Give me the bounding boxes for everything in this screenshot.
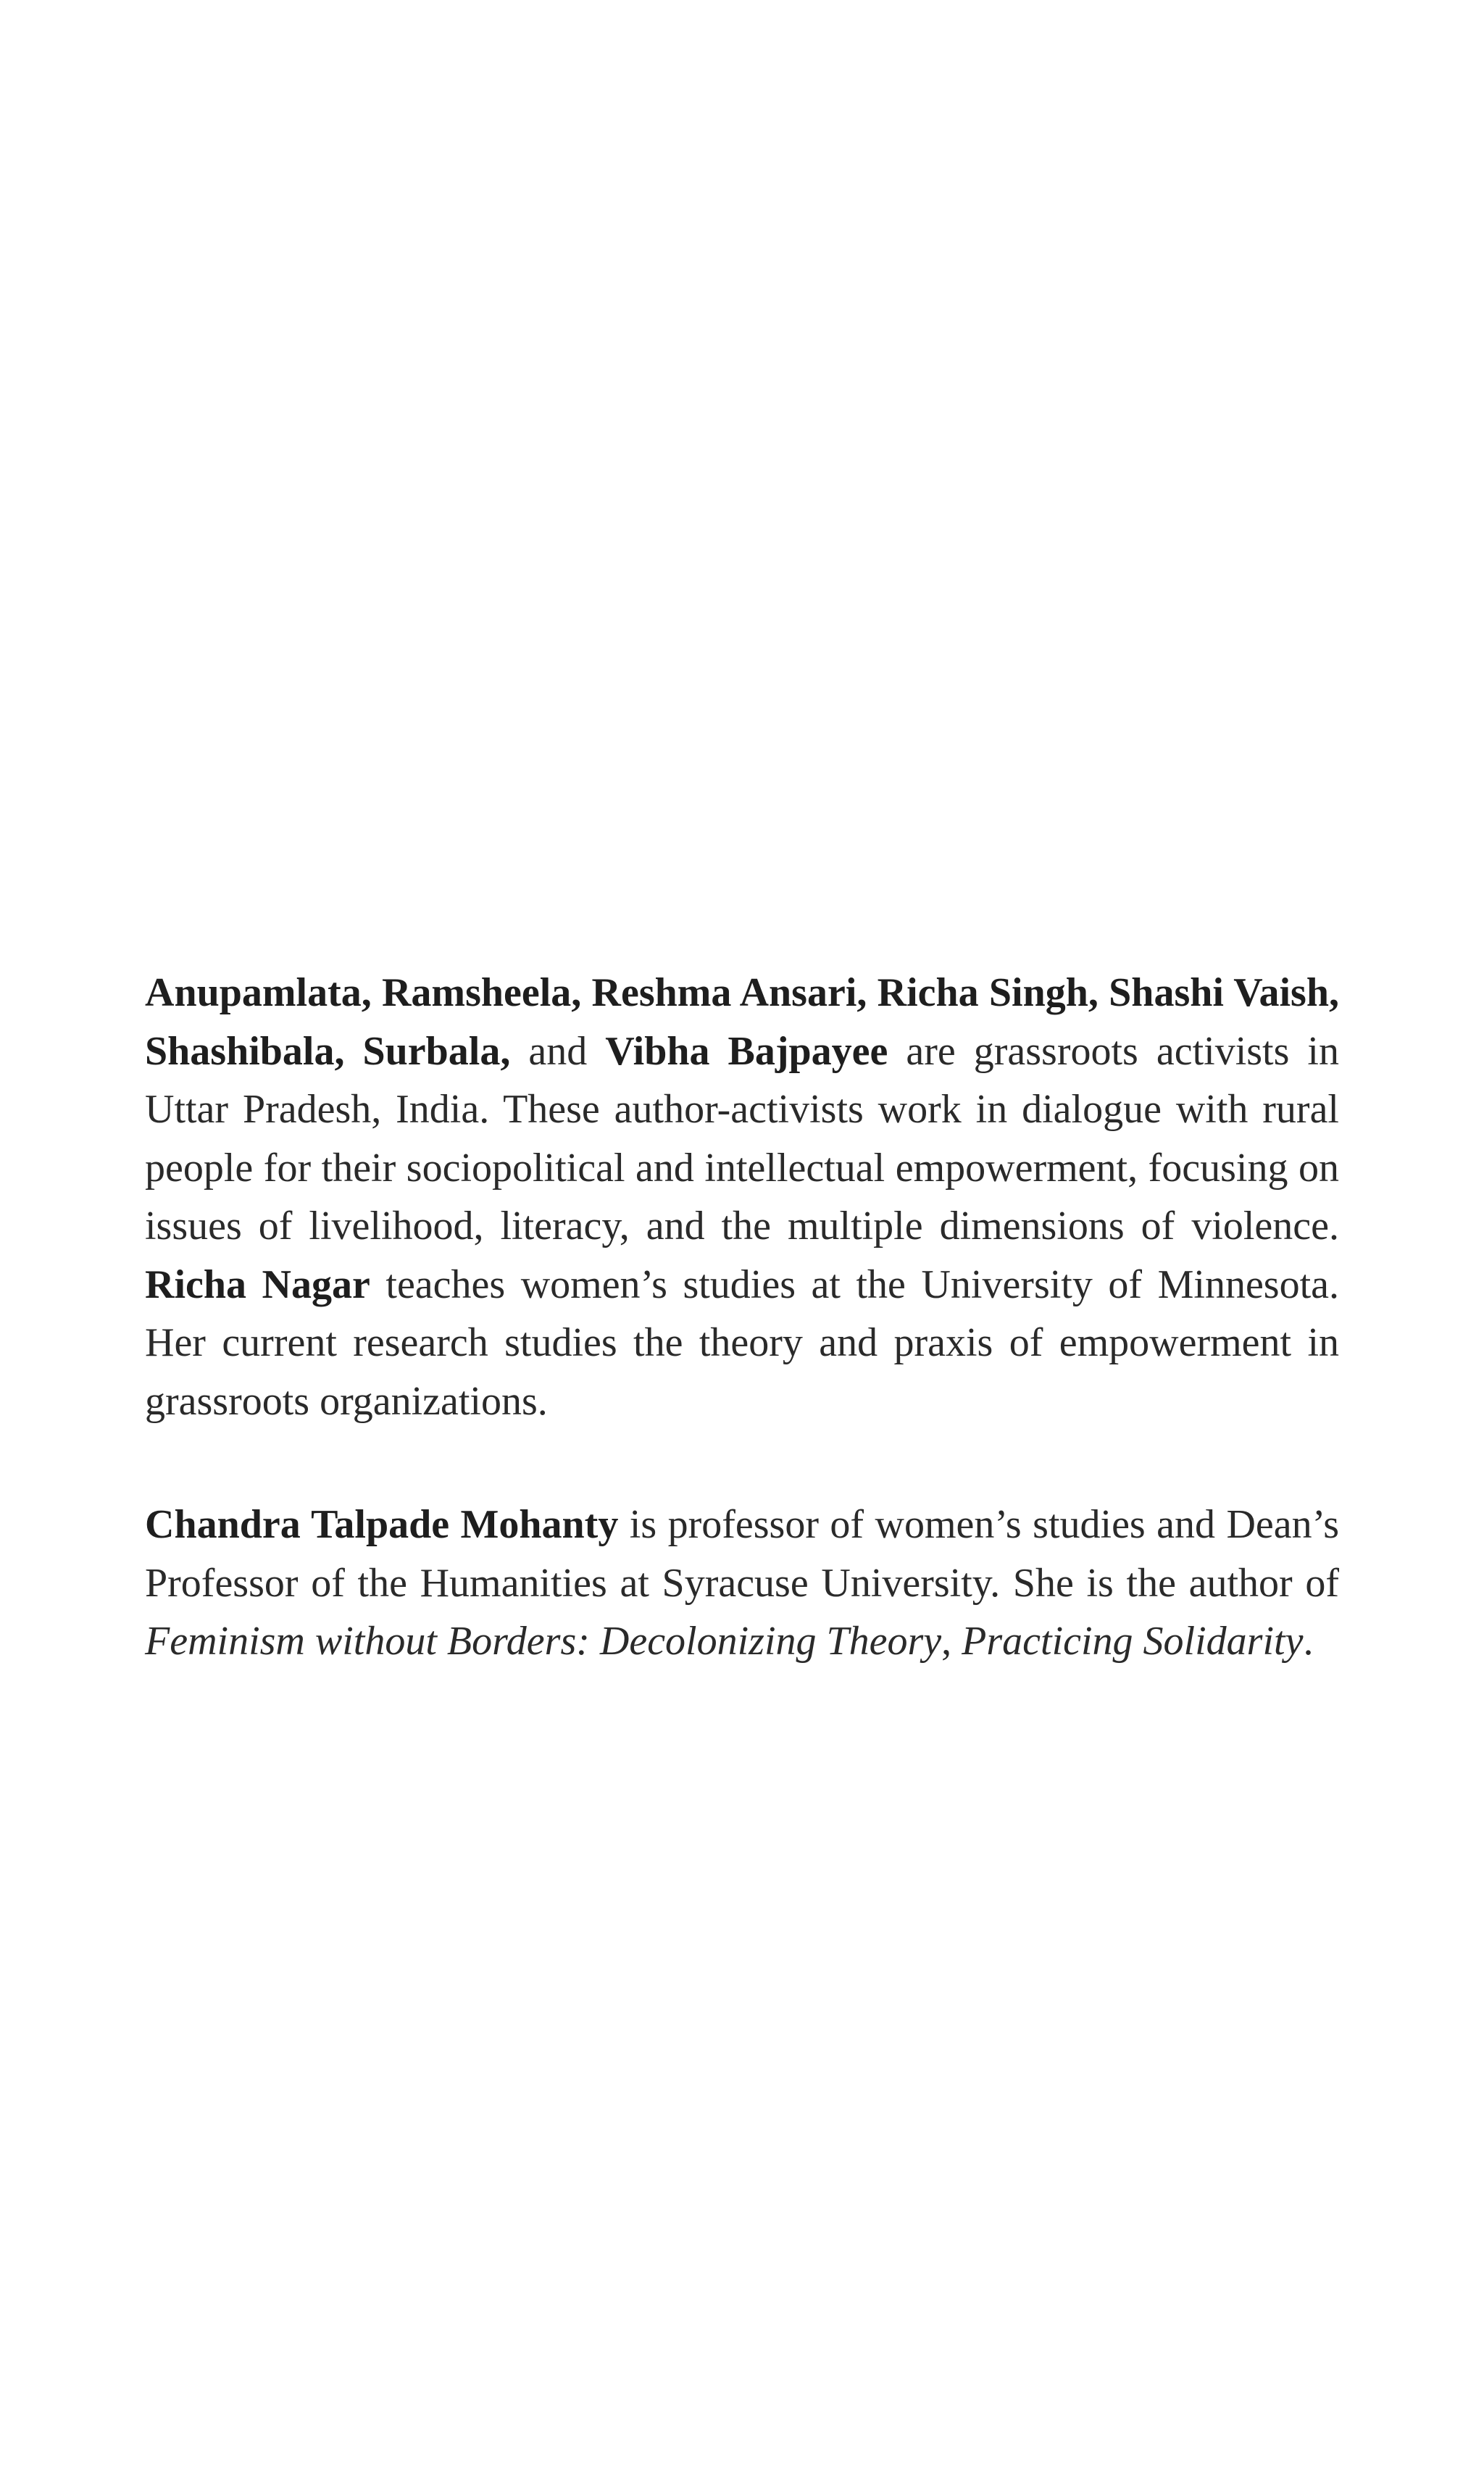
title-separator: , (941, 1619, 962, 1664)
book-subtitle: Practicing Solidarity (962, 1619, 1304, 1664)
author-bio-mohanty (145, 1496, 1339, 1671)
activist-description: are grassroots activists in Uttar Pradesh, India. These author-activists work in dialogue with rural people for their sociopolitical and intellectual empowerment, focusing on issues of livelihood, literacy, and the multiple dimensions of violence. (145, 1028, 1339, 1248)
mohanty-description: is professor of women’s studies and Dean’s Professor of the Humanities at Syracuse University. She is the author of (145, 1502, 1339, 1606)
activist-names: Anupamlata, Ramsheela, Reshma Ansari, Richa Singh, Shashi Vaish, Shashibala, Surbala, (145, 970, 1339, 1074)
mohanty-name: Chandra Talpade Mohanty (145, 1502, 619, 1547)
conjunction-text: and (510, 1028, 606, 1074)
activist-name-last: Vibha Bajpayee (605, 1028, 888, 1074)
sentence-end: . (1303, 1619, 1314, 1664)
book-title: Feminism without Borders: Decolonizing Theory (145, 1619, 942, 1664)
nagar-name: Richa Nagar (145, 1262, 370, 1307)
nagar-description: teaches women’s studies at the University of Minnesota. Her current research studies the theory and praxis of empowerment in grassroots organizations. (145, 1262, 1340, 1424)
author-bio-activists (145, 964, 1339, 1430)
